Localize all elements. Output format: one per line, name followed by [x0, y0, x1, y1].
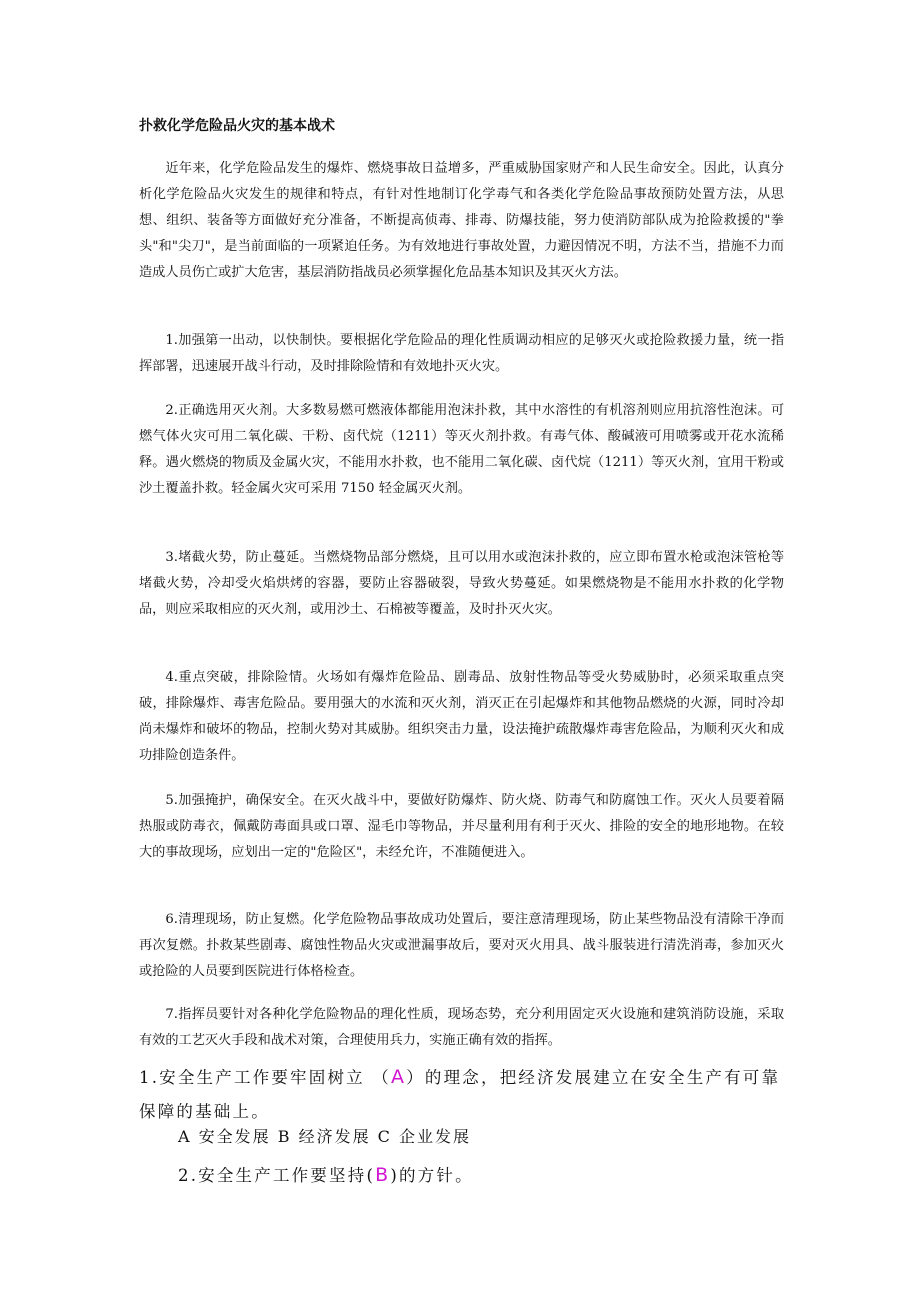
tactic-paragraph-7: 7.指挥员要针对各种化学危险物品的理化性质，现场态势，充分利用固定灭火设施和建筑消防设施，采取有效的工艺灭火手段和战术对策，合理使用兵力，实施正确有效的指挥。 [139, 1007, 784, 1048]
question-1-suffix: ）的理念，把经济发展建立在安全生产有可靠保障的基础上。 [139, 1068, 781, 1121]
question-1 [139, 1060, 789, 1129]
question-2 [178, 1162, 474, 1189]
question-2-prefix: 2.安全生产工作要坚持( [178, 1166, 376, 1185]
question-2-answer: B [375, 1164, 391, 1186]
question-2-suffix: )的方针。 [390, 1166, 474, 1185]
tactic-paragraph-3: 3.堵截火势，防止蔓延。当燃烧物品部分燃烧，且可以用水或泡沫扑救的，应立即布置水枪或泡沫管枪等堵截火势，冷却受火焰烘烤的容器，要防止容器破裂，导致火势蔓延。如果燃烧物是不能用水扑救的化学物品，则应采取相应的灭火剂，或用沙土、石棉被等覆盖，及时扑灭火灾。 [139, 550, 784, 617]
tactic-paragraph-2: 2.正确选用灭火剂。大多数易燃可燃液体都能用泡沫扑救，其中水溶性的有机溶剂则应用抗溶性泡沫。可燃气体火灾可用二氧化碳、干粉、卤代烷（1211）等灭火剂扑救。有毒气体、酸碱液可用喷雾或开花水流稀释。遇火燃烧的物质及金属火灾，不能用水扑救，也不能用二氧化碳、卤代烷（1211）等灭火剂，宜用干粉或沙土覆盖扑救。轻金属火灾可采用 7150 轻金属灭火剂。 [139, 403, 784, 496]
tactic-paragraph-5: 5.加强掩护，确保安全。在灭火战斗中，要做好防爆炸、防火烧、防毒气和防腐蚀工作。灭火人员要着隔热服或防毒衣，佩戴防毒面具或口罩、湿毛巾等物品，并尽量利用有利于灭火、排险的安全的地形地物。在较大的事故现场，应划出一定的"危险区"，未经允许，不准随便进入。 [139, 793, 784, 860]
intro-paragraph: 近年来，化学危险品发生的爆炸、燃烧事故日益增多，严重威胁国家财产和人民生命安全。因此，认真分析化学危险品火灾发生的规律和特点，有针对性地制订化学毒气和各类化学危险品事故预防处置方法，从思想、组织、装备等方面做好充分准备，不断提高侦毒、排毒、防爆技能，努力使消防部队成为抢险救援的"拳头"和"尖刀"，是当前面临的一项紧迫任务。为有效地进行事故处置，力避因情况不明，方法不当，措施不力而造成人员伤亡或扩大危害，基层消防指战员必须掌握化危品基本知识及其灭火方法。 [139, 161, 784, 280]
question-1-options: A 安全发展 B 经济发展 C 企业发展 [178, 1127, 471, 1146]
question-1-answer: A [391, 1066, 407, 1088]
tactic-paragraph-4: 4.重点突破，排除险情。火场如有爆炸危险品、剧毒品、放射性物品等受火势威胁时，必须采取重点突破，排除爆炸、毒害危险品。要用强大的水流和灭火剂，消灭正在引起爆炸和其他物品燃烧的火源，同时冷却尚未爆炸和破坏的物品，控制火势对其威胁。组织突击力量，设法掩护疏散爆炸毒害危险品，为顺利灭火和成功排险创造条件。 [139, 670, 784, 763]
tactic-paragraph-1: 1.加强第一出动，以快制快。要根据化学危险品的理化性质调动相应的足够灭火或抢险救援力量，统一指挥部署，迅速展开战斗行动，及时排除险情和有效地扑灭火灾。 [139, 333, 784, 374]
tactic-paragraph-6: 6.清理现场，防止复燃。化学危险物品事故成功处置后，要注意清理现场，防止某些物品没有清除干净而再次复燃。扑救某些剧毒、腐蚀性物品火灾或泄漏事故后，要对灭火用具、战斗服装进行清洗消毒，参加灭火或抢险的人员要到医院进行体格检查。 [139, 912, 784, 979]
question-1-prefix: 1.安全生产工作要牢固树立 （ [139, 1068, 391, 1087]
document-title: 扑救化学危险品火灾的基本战术 [139, 118, 335, 134]
